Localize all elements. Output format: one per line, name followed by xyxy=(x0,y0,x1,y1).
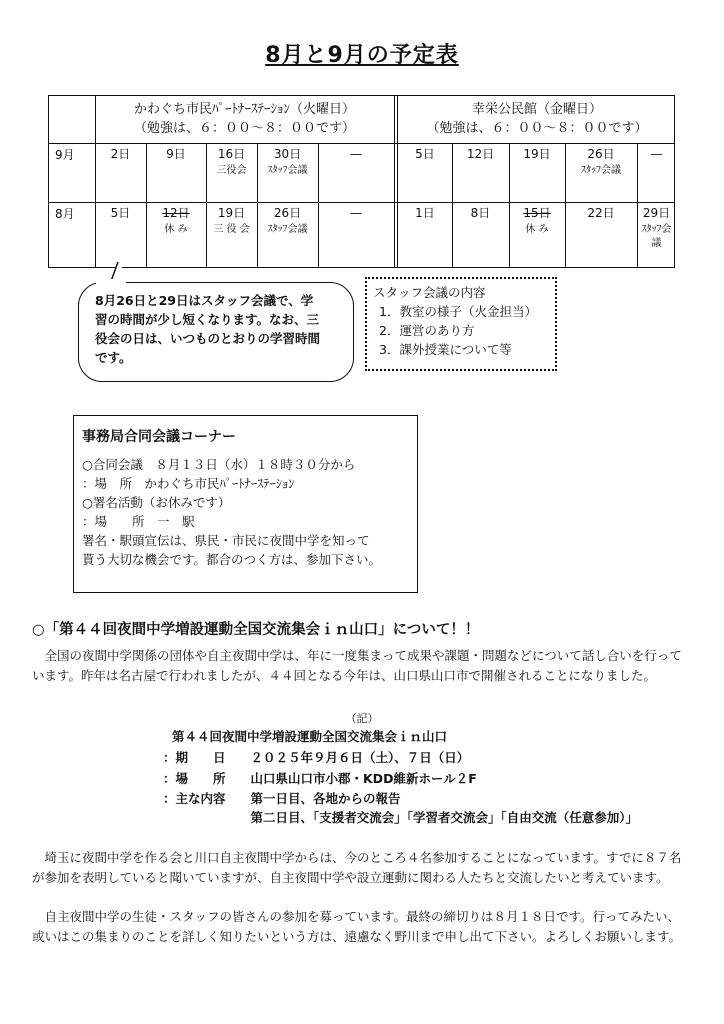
schedule-note: 三 役 会 xyxy=(213,224,250,235)
schedule-note: ｽﾀｯﾌ会議 xyxy=(267,165,308,176)
staff-meeting-box xyxy=(365,277,557,371)
right-venue-header xyxy=(398,96,676,143)
schedule-date: 29日 xyxy=(642,206,671,220)
office-line: ：場 所 一 駅 xyxy=(82,514,195,529)
schedule-note: ｽﾀｯﾌ会議 xyxy=(267,224,308,235)
schedule-date: 22日 xyxy=(587,206,615,220)
schedule-date: 26日 xyxy=(273,206,302,220)
bubble-tail-cover xyxy=(96,279,126,285)
right-venue-hours: （勉強は、６：００〜８：００です） xyxy=(426,121,648,136)
bubble-line: 役会の日は、いつものとおりの学習時間 xyxy=(95,331,321,346)
staff-meeting-item: 3．課外授業について等 xyxy=(379,342,512,357)
paragraph-intro: 全国の夜間中学関係の団体や自主夜間中学は、年に一度集まって成果や課題・問題などについて話し合いを行っています。昨年は名古屋で行われましたが、４４回となる今年は、山口県山口市で開催されることになりました。 xyxy=(32,648,682,683)
month-label: 9月 xyxy=(55,148,75,162)
schedule-cell xyxy=(95,145,146,164)
schedule-cell xyxy=(206,145,257,178)
office-line: ○合同会議 ８月１３日（水）１８時３０分から xyxy=(82,457,356,472)
schedule-cell xyxy=(257,145,318,178)
left-venue-name: かわぐち市民ﾊﾟｰﾄﾅｰｽﾃｰｼｮﾝ（火曜日） xyxy=(133,102,355,117)
schedule-date: 5日 xyxy=(415,147,435,161)
office-line: 貰う大切な機会です。都合のつく方は、参加下さい。 xyxy=(82,552,382,567)
office-line: ○署名活動（お休みです） xyxy=(82,495,231,510)
schedule-cell xyxy=(146,204,206,237)
schedule-table xyxy=(48,95,675,268)
schedule-note: 休 み xyxy=(164,224,188,235)
office-line: ：場 所 かわぐち市民ﾊﾟｰﾄﾅｰｽﾃｰｼｮﾝ xyxy=(82,476,295,491)
schedule-cell xyxy=(257,204,318,237)
schedule-cell xyxy=(95,204,146,223)
event-content-1: ：主な内容 第一日目、各地からの報告 xyxy=(163,791,401,806)
bubble-line: です。 xyxy=(95,350,132,365)
event-content-2: 第二日目、「支援者交流会」「学習者交流会」「自由交流（任意参加）」 xyxy=(163,810,639,825)
schedule-cell xyxy=(206,204,257,237)
schedule-date: 19日 xyxy=(523,147,551,161)
bubble-line: 8月26日と29日はスタッフ会議で、学 xyxy=(95,293,314,308)
schedule-cell xyxy=(398,204,452,223)
schedule-date: — xyxy=(350,206,362,220)
section-heading: ○「第４４回夜間中学増設運動全国交流集会ｉｎ山口」について！！ xyxy=(32,622,480,638)
schedule-date: 9日 xyxy=(166,147,186,161)
schedule-date: 15日 xyxy=(523,206,551,220)
event-date: ：期 日 ２０２５年９月６日（土）、７日（日） xyxy=(163,750,470,765)
schedule-date: 19日 xyxy=(217,206,246,220)
schedule-note: ｽﾀｯﾌ会議 xyxy=(581,165,621,176)
schedule-date: 8日 xyxy=(470,206,491,220)
event-title: 第４４回夜間中学増設運動全国交流集会ｉｎ山口 xyxy=(172,729,448,744)
schedule-cell xyxy=(565,204,637,223)
schedule-date: 26日 xyxy=(587,147,615,161)
schedule-cell xyxy=(509,145,565,164)
right-venue-name: 幸栄公民館（金曜日） xyxy=(471,102,602,117)
schedule-date: 12日 xyxy=(162,206,190,220)
page-title: 8月と9月の予定表 xyxy=(265,43,459,68)
paragraph-call: 自主夜間中学の生徒・スタッフの皆さんの参加を募っています。最終の締切りは８月１８日です。行ってみたい、或いはこの集まりのことを詳しく知りたいという方は、遠慮なく野川まで申し出て下さい。よろしくお願いします。 xyxy=(32,909,682,944)
office-meeting-box xyxy=(73,415,418,593)
schedule-date: 2日 xyxy=(110,147,131,161)
schedule-cell xyxy=(452,145,509,164)
left-venue-header xyxy=(95,96,394,143)
paragraph-participation: 埼玉に夜間中学を作る会と川口自主夜間中学からは、今のところ４名参加することになっています。すでに８７名が参加を表明していると聞いていますが、自主夜間中学や設立運動に関わる人たちと交流したいと考えています。 xyxy=(32,850,682,885)
schedule-note: ｽﾀｯﾌ会議 xyxy=(641,224,672,249)
schedule-cell xyxy=(452,204,509,223)
schedule-cell xyxy=(637,145,676,164)
schedule-cell xyxy=(146,145,206,164)
office-line: 署名・駅頭宣伝は、県民・市民に夜間中学を知って xyxy=(82,533,370,548)
schedule-cell xyxy=(637,204,676,251)
staff-meeting-item: 2．運営のあり方 xyxy=(379,323,475,338)
left-venue-hours: （勉強は、６：００〜８：００です） xyxy=(133,121,355,136)
schedule-date: 16日 xyxy=(217,147,246,161)
staff-meeting-heading: スタッフ会議の内容 xyxy=(373,285,486,300)
month-label: 8月 xyxy=(55,207,75,221)
schedule-cell xyxy=(318,204,394,223)
schedule-date: — xyxy=(650,147,663,161)
schedule-date: 30日 xyxy=(273,147,302,161)
schedule-cell xyxy=(318,145,394,164)
schedule-date: 5日 xyxy=(110,206,131,220)
schedule-cell xyxy=(565,145,637,178)
schedule-note: 三役会 xyxy=(216,165,247,176)
bubble-line: 習の時間が少し短くなります。なお、三 xyxy=(95,312,320,327)
office-meeting-heading: 事務局合同会議コーナー xyxy=(82,429,236,445)
speech-bubble xyxy=(78,282,354,382)
schedule-cell xyxy=(398,145,452,164)
schedule-cell xyxy=(509,204,565,237)
schedule-date: 12日 xyxy=(466,147,495,161)
ki-label: （記） xyxy=(345,712,379,725)
event-place: ：場 所 山口県山口市小郡・KDD維新ホール２F xyxy=(163,771,477,786)
schedule-date: 1日 xyxy=(415,206,435,220)
schedule-date: — xyxy=(350,147,362,161)
staff-meeting-item: 1．教室の様子（火金担当） xyxy=(379,304,537,319)
schedule-note: 休 み xyxy=(525,224,549,235)
